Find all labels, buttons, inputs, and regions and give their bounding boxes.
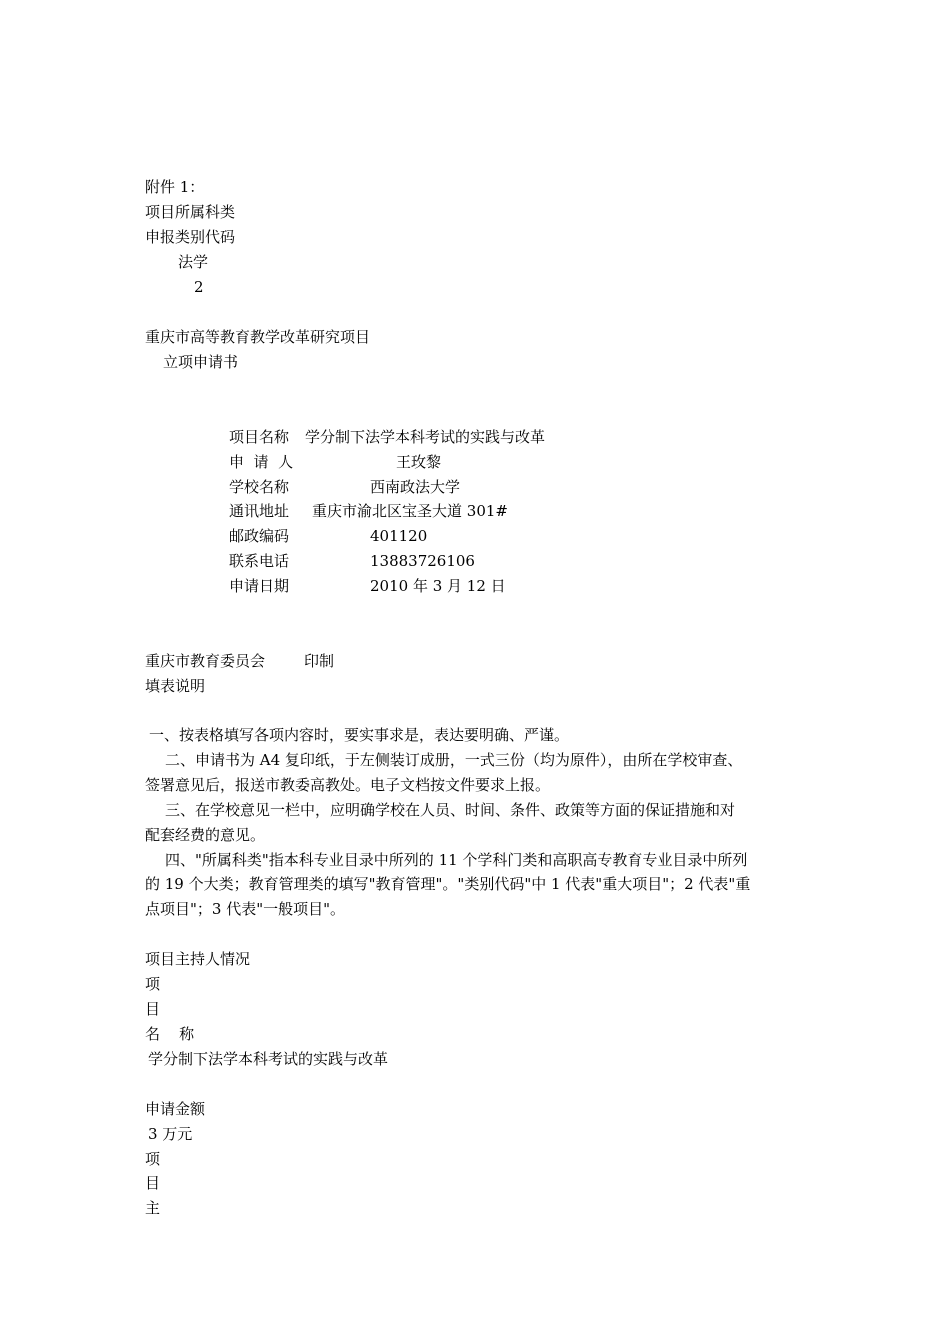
instruction-line: 点项目"；3 代表"一般项目"。 [145,900,346,918]
category-code-value: 2 [194,278,204,296]
postcode-label: 邮政编码 [229,527,290,545]
applicant-label: 申 请 人 [229,453,294,471]
address-value: 重庆市渝北区宝圣大道 301# [312,502,508,520]
phone-value: 13883726106 [370,552,475,570]
applicant-value: 王玫黎 [396,453,442,471]
host-heading: 项目主持人情况 [145,950,251,968]
project-name-label: 项目名称 [229,428,290,446]
table-label-mu: 目 [145,1000,161,1018]
table-label-mingcheng: 名 称 [145,1025,195,1043]
category-code-heading: 申报类别代码 [145,228,236,246]
document-title: 重庆市高等教育教学改革研究项目 [145,328,371,346]
table-label-zhu: 主 [145,1199,161,1217]
instructions-heading: 填表说明 [145,677,206,695]
instruction-line: 一、按表格填写各项内容时，要实事求是，表达要明确、严谨。 [149,726,570,744]
school-value: 西南政法大学 [370,478,461,496]
postcode-value: 401120 [370,527,428,545]
attachment-label: 附件 1： [145,178,205,196]
phone-label: 联系电话 [229,552,290,570]
instruction-line: 二、申请书为 A4 复印纸，于左侧装订成册，一式三份（均为原件），由所在学校审查、 [165,751,743,769]
instruction-line: 签署意见后，报送市教委高教处。电子文档按文件要求上报。 [145,776,551,794]
school-label: 学校名称 [229,478,290,496]
printer-org: 重庆市教育委员会 [145,652,266,670]
table-project-name: 学分制下法学本科考试的实践与改革 [148,1050,389,1068]
instruction-line: 三、在学校意见一栏中，应明确学校在人员、时间、条件、政策等方面的保证措施和对 [165,801,736,819]
project-name-value: 学分制下法学本科考试的实践与改革 [305,428,546,446]
address-label: 通讯地址 [229,502,290,520]
amount-value: 3 万元 [148,1125,193,1143]
amount-label: 申请金额 [145,1100,206,1118]
instruction-line: 配套经费的意见。 [145,826,266,844]
table-label-xiang: 项 [145,975,161,993]
date-value: 2010 年 3 月 12 日 [370,577,506,595]
subject-value: 法学 [178,253,209,271]
table-label-mu2: 目 [145,1174,161,1192]
document-subtitle: 立项申请书 [163,353,239,371]
printer-action: 印制 [304,652,335,670]
date-label: 申请日期 [229,577,290,595]
instruction-line: 的 19 个大类；教育管理类的填写"教育管理"。"类别代码"中 1 代表"重大项目"；2 代表"重 [145,875,751,893]
subject-heading: 项目所属科类 [145,203,236,221]
table-label-xiang2: 项 [145,1150,161,1168]
instruction-line: 四、"所属科类"指本科专业目录中所列的 11 个学科门类和高职高专教育专业目录中所列 [165,851,748,869]
